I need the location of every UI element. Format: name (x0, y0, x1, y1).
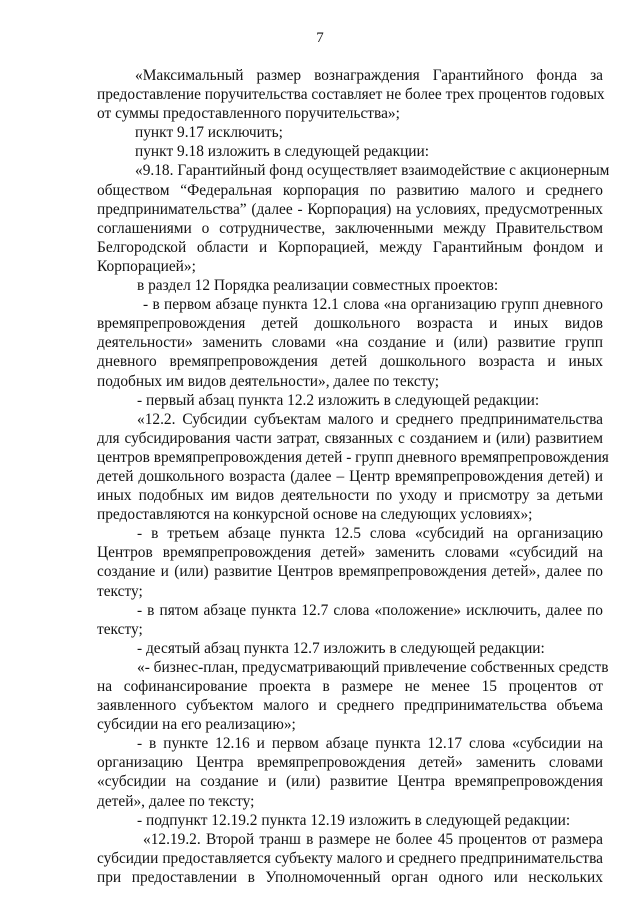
text-line: дневного времяпрепровождения детей дошкольного возраста и иных (97, 353, 603, 371)
text-line: «12.2. Субсидии субъектам малого и среднего предпринимательства (137, 410, 603, 428)
text-line: - первый абзац пункта 12.2 изложить в следующей редакции: (137, 391, 540, 409)
text-line: времяпрепровождения детей дошкольного возраста и иных видов (97, 315, 603, 333)
text-line: «12.19.2. Второй транш в размере не более 45 процентов от размера (143, 830, 603, 848)
text-line: заявленного субъектом малого и среднего предпринимательства объема (97, 697, 603, 715)
text-line: Корпорацией»; (97, 257, 196, 275)
text-line: предпринимательства” (далее - Корпорация) на условиях, предусмотренных (97, 200, 603, 218)
text-line: на софинансирование проекта в размере не менее 15 процентов от (97, 678, 603, 695)
text-line: создание и (или) развитие Центров времяпрепровождения детей», далее по (97, 563, 603, 581)
text-line: - в первом абзаце пункта 12.1 слова «на организацию групп дневного (143, 296, 603, 314)
text-line: субсидии на его реализацию»; (97, 716, 296, 734)
text-line: «9.18. Гарантийный фонд осуществляет взаимодействие с акционерным (135, 162, 610, 180)
text-line: обществом “Федеральная корпорация по развитию малого и среднего (97, 181, 603, 199)
text-line: пункт 9.17 исключить; (135, 124, 283, 142)
text-line: пункт 9.18 изложить в следующей редакции: (135, 143, 430, 161)
text-line: предоставляются на конкурсной основе на следующих условиях»; (97, 506, 533, 524)
text-line: «субсидии на создание и (или) развитие Центра времяпрепровождения (97, 773, 603, 791)
text-line: Белгородской области и Корпорацией, между Гарантийным фондом и (97, 238, 603, 256)
text-line: подобных им видов деятельности», далее по тексту; (97, 372, 439, 390)
text-line: при предоставлении в Уполномоченный орган одного или нескольких (97, 868, 603, 886)
text-line: деятельности» заменить словами «на создание и (или) развитие групп (97, 334, 603, 352)
document-body (97, 66, 610, 887)
text-line: организацию Центра времяпрепровождения детей» заменить словами (97, 754, 603, 772)
text-line: Центров времяпрепровождения детей» заменить словами «субсидий на (97, 544, 603, 562)
text-line: предоставление поручительства составляет не более трех процентов годовых (97, 86, 605, 104)
text-line: тексту; (97, 582, 143, 600)
text-line: «- бизнес-план, предусматривающий привлечение собственных средств (137, 658, 609, 676)
text-line: в раздел 12 Порядка реализации совместных проектов: (137, 277, 499, 295)
text-line: - десятый абзац пункта 12.7 изложить в следующей редакции: (137, 639, 545, 657)
page-number: 7 (316, 30, 324, 46)
text-line: детей», далее по тексту; (97, 792, 255, 810)
text-line: центров времяпрепровождения детей - групп дневного времяпрепровождения (97, 448, 609, 466)
text-line: субсидии предоставляется субъекту малого и среднего предпринимательства (97, 849, 603, 867)
text-line: - в пункте 12.16 и первом абзаце пункта 12.17 слова «субсидии на (137, 735, 603, 753)
text-line: - в пятом абзаце пункта 12.7 слова «положение» исключить, далее по (137, 601, 603, 619)
text-line: детей дошкольного возраста (далее – Центр времяпрепровождения детей) и (97, 467, 603, 485)
text-line: для субсидирования части затрат, связанных с созданием и (или) развитием (97, 429, 603, 447)
text-line: от суммы предоставленного поручительства»; (97, 105, 400, 123)
text-line: соглашениями о сотрудничестве, заключенными между Правительством (97, 219, 603, 237)
text-line: - в третьем абзаце пункта 12.5 слова «субсидий на организацию (137, 525, 603, 543)
text-line: - подпункт 12.19.2 пункта 12.19 изложить в следующей редакции: (137, 811, 571, 829)
text-line: иных подобных им видов деятельности по уходу и присмотру за детьми (97, 487, 603, 505)
text-line: «Максимальный размер вознаграждения Гарантийного фонда за (135, 67, 603, 84)
text-line: тексту; (97, 620, 143, 638)
